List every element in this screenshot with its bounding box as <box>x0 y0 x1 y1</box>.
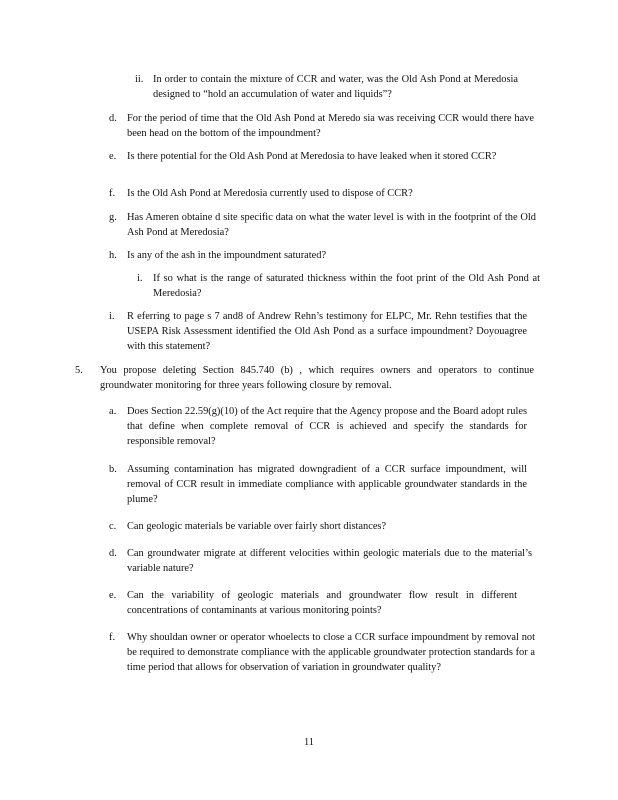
item-text: If so what is the range of saturated thickness within the foot print of the Old Ash Pond at Meredosia? <box>153 273 540 299</box>
item-label: d. <box>109 113 117 124</box>
item-label: i. <box>109 311 115 322</box>
item-text: Does Section 22.59(g)(10) of the Act require that the Agency propose and the Board adopt rules that define when complete removal of CCR is achieved and specify the standards for responsible removal? <box>127 406 527 447</box>
item-label: b. <box>109 464 117 475</box>
item-text: You propose deleting Section 845.740 (b) , which requires owners and operators to continue groundwater monitoring for three years following closure by removal. <box>100 365 534 391</box>
item-label: e. <box>109 151 117 162</box>
item-label: e. <box>109 590 117 601</box>
item-label: i. <box>137 273 143 284</box>
item-text: Is the Old Ash Pond at Meredosia currently used to dispose of CCR? <box>127 188 413 199</box>
item-label: ii. <box>135 74 144 85</box>
item-text: In order to contain the mixture of CCR and water, was the Old Ash Pond at Meredosia designed to “hold an accumulation of water and liquids”? <box>153 74 518 100</box>
item-label: a. <box>109 406 117 417</box>
item-label: h. <box>109 250 117 261</box>
item-label: f. <box>109 632 116 643</box>
item-text: R eferring to page s 7 and8 of Andrew Rehn’s testimony for ELPC, Mr. Rehn testifies that the USEPA Risk Assessment identified the Old Ash Pond as a surface impoundment? Doyouagree with this statement? <box>127 311 527 352</box>
item-label: c. <box>109 521 117 532</box>
item-text: For the period of time that the Old Ash Pond at Meredo sia was receiving CCR would there have been head on the bottom of the impoundment? <box>127 113 534 139</box>
page-number: 11 <box>303 737 314 748</box>
item-text: Can the variability of geologic materials and groundwater flow result in different concentrations of contaminants at various monitoring points? <box>127 590 517 616</box>
item-text: Is any of the ash in the impoundment saturated? <box>127 250 327 261</box>
item-label: d. <box>109 548 117 559</box>
item-text: Assuming contamination has migrated downgradient of a CCR surface impoundment, will removal of CCR result in immediate compliance with applicable groundwater standards in the plume? <box>127 464 527 505</box>
item-text: Can groundwater migrate at different velocities within geologic materials due to the material’s variable nature? <box>127 548 532 574</box>
item-label: f. <box>109 188 116 199</box>
item-text: Is there potential for the Old Ash Pond at Meredosia to have leaked when it stored CCR? <box>127 151 497 162</box>
item-text: Has Ameren obtaine d site specific data on what the water level is with in the footprint of the Old Ash Pond at Meredosia? <box>127 212 536 238</box>
item-text: Why shouldan owner or operator whoelects to close a CCR surface impoundment by removal not be required to demonstrate compliance with the applicable groundwater protection standards for a time period that allows for observation of variation in groundwater quality? <box>127 632 535 673</box>
item-text: Can geologic materials be variable over fairly short distances? <box>127 521 387 532</box>
item-label: g. <box>109 212 117 223</box>
item-label: 5. <box>75 365 83 376</box>
